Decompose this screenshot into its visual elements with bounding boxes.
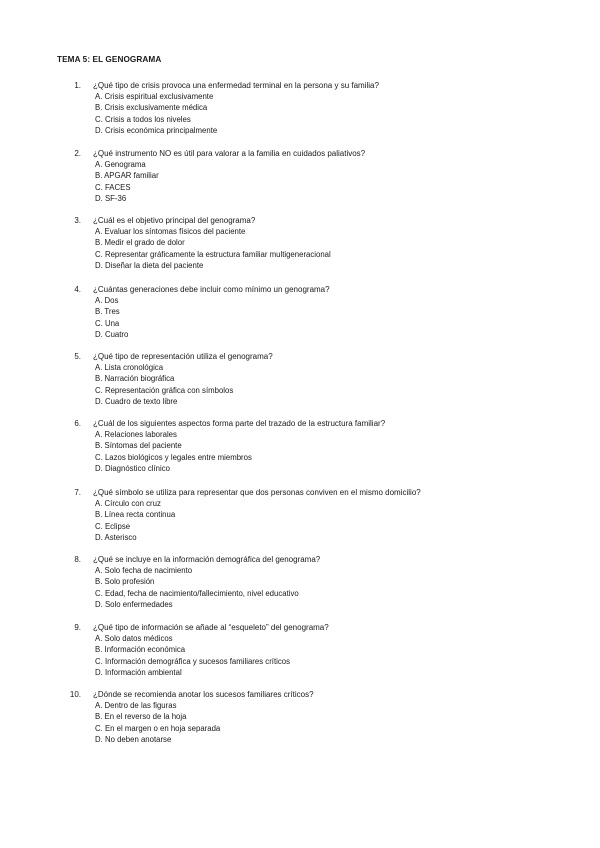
question-text: ¿Cuál es el objetivo principal del genograma?	[93, 216, 256, 225]
question-number: 1.	[74, 81, 81, 90]
question-text: ¿Qué tipo de información se añade al “esqueleto” del genograma?	[93, 623, 329, 632]
answer-options	[95, 633, 290, 678]
answer-option: A. Círculo con cruz	[95, 499, 161, 508]
question-number: 4.	[74, 285, 81, 294]
answer-option: D. Diagnóstico clínico	[95, 463, 170, 473]
question-text: ¿Qué se incluye en la información demográfica del genograma?	[93, 555, 321, 564]
answer-option: A. Genograma	[95, 160, 146, 169]
answer-options	[95, 226, 331, 271]
answer-option: D. Diseñar la dieta del paciente	[95, 260, 204, 270]
answer-option: A. Solo datos médicos	[95, 634, 173, 643]
answer-option: A. Solo fecha de nacimiento	[95, 566, 193, 575]
question-text: ¿Dónde se recomienda anotar los sucesos familiares críticos?	[93, 690, 314, 699]
question-number: 6.	[74, 419, 81, 428]
answer-options	[95, 429, 252, 474]
answer-option: A. Relaciones laborales	[95, 430, 177, 439]
answer-option: A. Evaluar los síntomas físicos del paciente	[95, 227, 246, 236]
answer-options	[95, 295, 128, 340]
answer-option: C. Información demográfica y sucesos familiares críticos	[95, 656, 290, 666]
answer-option: D. Información ambiental	[95, 667, 182, 677]
question-text: ¿Cuántas generaciones debe incluir como mínimo un genograma?	[93, 285, 330, 294]
answer-option: D. No deben anotarse	[95, 734, 172, 744]
answer-option: B. En el reverso de la hoja	[95, 712, 187, 722]
answer-option: C. Representar gráficamente la estructura familiar multigeneracional	[95, 249, 331, 259]
answer-option: C. Lazos biológicos y legales entre miembros	[95, 452, 252, 462]
answer-option: B. Síntomas del paciente	[95, 441, 182, 451]
answer-option: A. Dentro de las figuras	[95, 701, 177, 710]
answer-option: B. Crisis exclusivamente médica	[95, 103, 208, 113]
answer-option: B. Solo profesión	[95, 577, 155, 587]
answer-option: C. Edad, fecha de nacimiento/fallecimiento, nivel educativo	[95, 588, 299, 598]
question-number: 9.	[74, 623, 81, 632]
answer-option: A. Dos	[95, 296, 119, 305]
answer-option: A. Lista cronológica	[95, 363, 164, 372]
question-number: 10.	[69, 690, 81, 699]
answer-option: D. Cuadro de texto libre	[95, 396, 178, 406]
answer-option: C. Eclipse	[95, 521, 131, 531]
answer-options	[95, 565, 299, 610]
question-number: 2.	[74, 149, 81, 158]
question-number: 7.	[74, 488, 81, 497]
answer-options	[95, 91, 217, 136]
answer-option: C. Una	[95, 318, 120, 328]
answer-options	[95, 159, 159, 204]
answer-option: B. Información económica	[95, 645, 186, 655]
answer-option: C. Crisis a todos los niveles	[95, 114, 191, 124]
answer-option: B. APGAR familiar	[95, 171, 159, 181]
answer-option: D. Asterisco	[95, 532, 137, 542]
answer-option: D. SF-36	[95, 193, 127, 203]
question-text: ¿Qué instrumento NO es útil para valorar a la familia en cuidados paliativos?	[93, 149, 366, 158]
question-text: ¿Qué símbolo se utiliza para representar que dos personas conviven en el mismo domicilio?	[93, 488, 421, 497]
document-title: TEMA 5: EL GENOGRAMA	[57, 55, 162, 64]
question-text: ¿Cuál de los siguientes aspectos forma parte del trazado de la estructura familiar?	[93, 419, 386, 428]
answer-option: C. Representación gráfica con símbolos	[95, 385, 234, 395]
answer-options	[95, 700, 220, 745]
answer-option: B. Línea recta continua	[95, 510, 176, 520]
answer-options	[95, 498, 175, 543]
answer-option: A. Crisis espiritual exclusivamente	[95, 92, 214, 101]
answer-option: D. Cuatro	[95, 329, 129, 339]
question-number: 8.	[74, 555, 81, 564]
answer-option: C. En el margen o en hoja separada	[95, 723, 221, 733]
answer-option: B. Medir el grado de dolor	[95, 238, 185, 248]
question-text: ¿Qué tipo de representación utiliza el genograma?	[93, 352, 273, 361]
answer-option: B. Narración biográfica	[95, 374, 175, 384]
question-number: 5.	[74, 352, 81, 361]
answer-option: C. FACES	[95, 182, 131, 192]
question-text: ¿Qué tipo de crisis provoca una enfermedad terminal en la persona y su familia?	[93, 81, 379, 90]
question-number: 3.	[74, 216, 81, 225]
answer-option: D. Crisis económica principalmente	[95, 125, 218, 135]
answer-option: B. Tres	[95, 307, 120, 317]
answer-option: D. Solo enfermedades	[95, 599, 173, 609]
answer-options	[95, 362, 233, 407]
